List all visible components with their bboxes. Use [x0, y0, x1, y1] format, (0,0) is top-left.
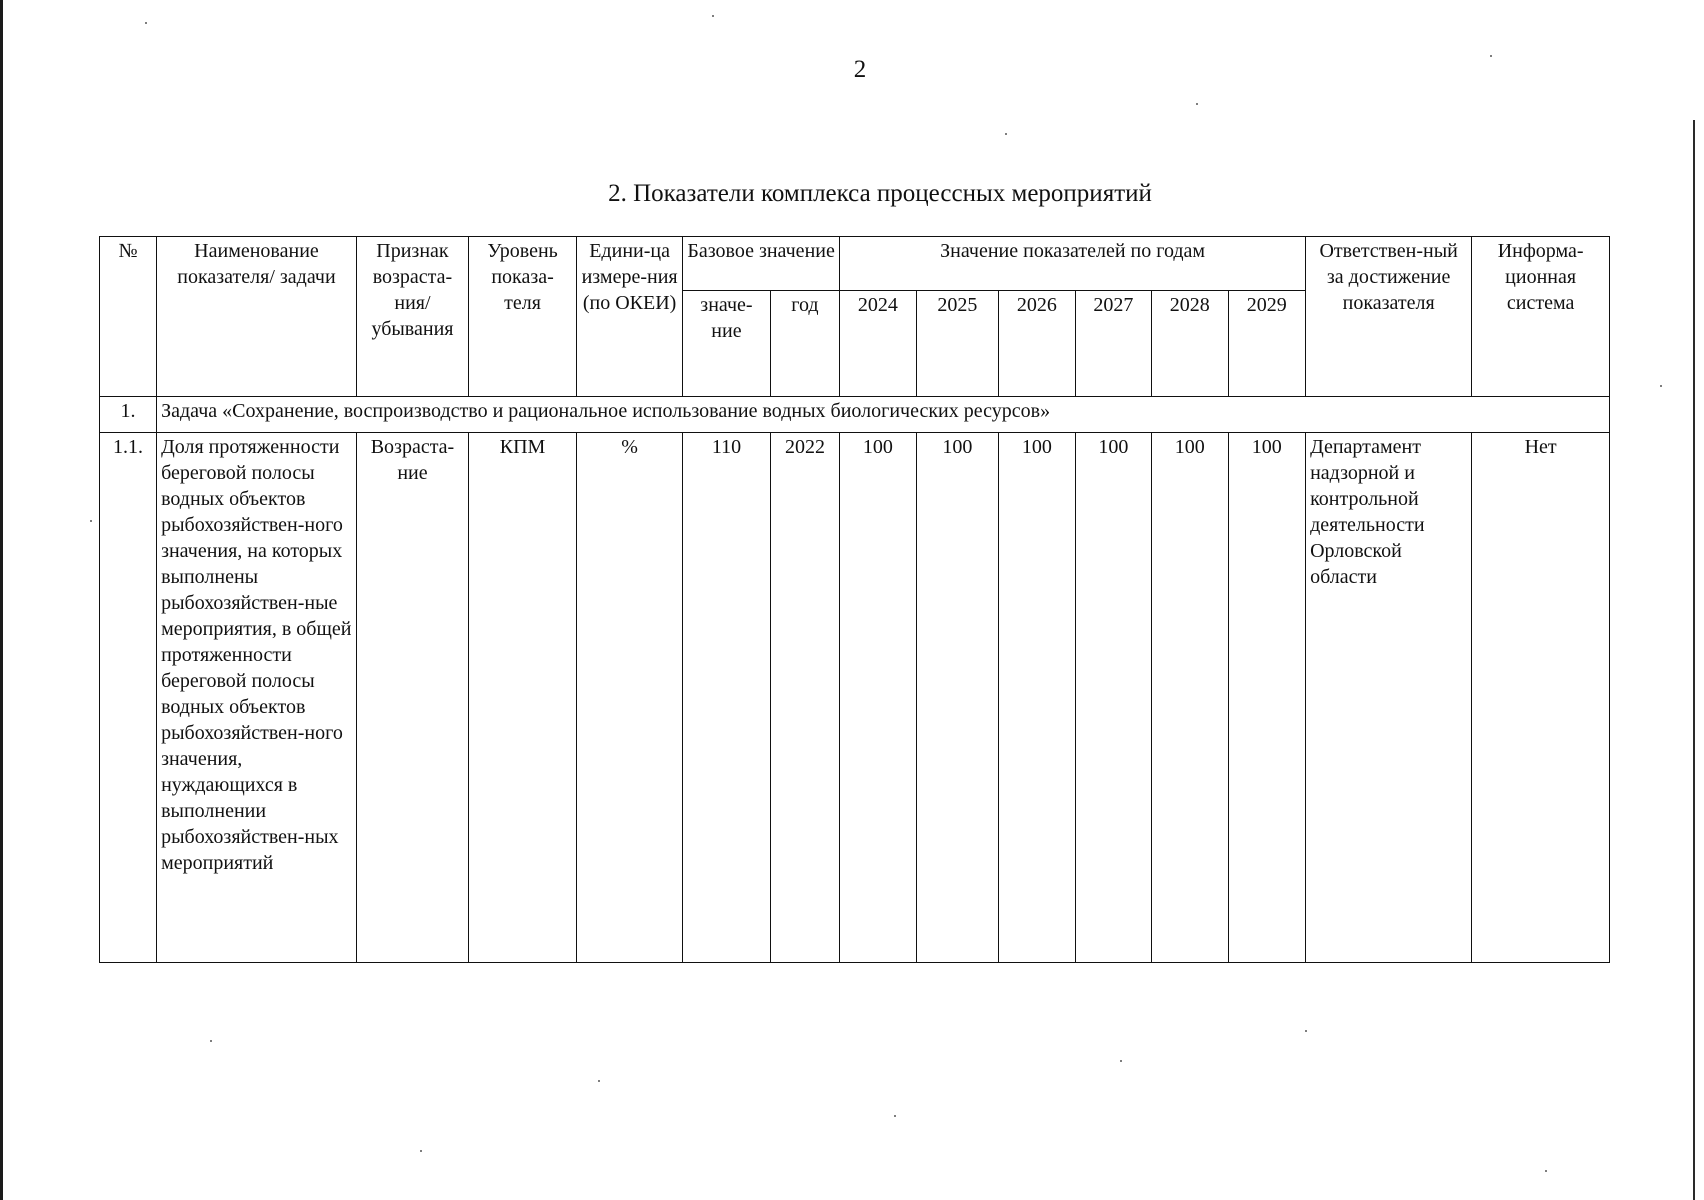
header-base: Базовое значение — [683, 237, 840, 291]
row-value-2028: 100 — [1152, 433, 1228, 963]
header-responsible: Ответствен-ный за достижение показателя — [1306, 237, 1472, 397]
header-base-value: значе-ние — [683, 291, 771, 397]
row-info-system: Нет — [1472, 433, 1610, 963]
row-value-2024: 100 — [840, 433, 916, 963]
scan-speck — [210, 1040, 212, 1042]
row-responsible: Департамент надзорной и контрольной деятельности Орловской области — [1306, 433, 1472, 963]
scan-speck — [1196, 103, 1198, 105]
row-indicator-name: Доля протяженности береговой полосы водных объектов рыбохозяйствен-ного значения, на которых выполнены рыбохозяйствен-ные мероприятия, в общей протяженности береговой полосы водных объектов рыбохозяйствен-ного значения, нуждающихся в выполнении рыбохозяйствен-ных мероприятий — [157, 433, 357, 963]
table-row — [100, 433, 1610, 963]
scan-speck — [420, 1150, 422, 1152]
scan-edge-right — [1693, 120, 1695, 1200]
scan-speck — [1660, 385, 1662, 387]
header-trend: Признак возраста-ния/ убывания — [356, 237, 468, 397]
scan-speck — [894, 1115, 896, 1117]
header-year-2024: 2024 — [840, 291, 916, 397]
header-name: Наименование показателя/ задачи — [157, 237, 357, 397]
task-text: Задача «Сохранение, воспроизводство и рациональное использование водных биологических ресурсов» — [157, 397, 1610, 433]
row-num: 1.1. — [100, 433, 157, 963]
scan-speck — [145, 22, 147, 24]
row-base-value: 110 — [683, 433, 771, 963]
indicators-table — [99, 236, 1610, 963]
header-info-system: Информа-ционная система — [1472, 237, 1610, 397]
task-row — [100, 397, 1610, 433]
scan-speck — [712, 15, 714, 17]
row-value-2027: 100 — [1075, 433, 1151, 963]
header-year-2028: 2028 — [1152, 291, 1228, 397]
row-trend: Возраста-ние — [356, 433, 468, 963]
row-level: КПМ — [469, 433, 577, 963]
row-value-2025: 100 — [916, 433, 999, 963]
row-unit: % — [577, 433, 683, 963]
header-year-2026: 2026 — [999, 291, 1075, 397]
scan-speck — [90, 520, 92, 522]
row-value-2026: 100 — [999, 433, 1075, 963]
page-number: 2 — [853, 56, 867, 83]
scan-speck — [1120, 1060, 1122, 1062]
header-base-year: год — [770, 291, 839, 397]
scan-speck — [598, 1080, 600, 1082]
header-level: Уровень показа-теля — [469, 237, 577, 397]
header-year-2027: 2027 — [1075, 291, 1151, 397]
header-num: № — [100, 237, 157, 397]
task-num: 1. — [100, 397, 157, 433]
scan-speck — [1305, 1030, 1307, 1032]
scan-speck — [1490, 55, 1492, 57]
header-unit: Едини-ца измере-ния (по ОКЕИ) — [577, 237, 683, 397]
page-title: 2. Показатели комплекса процессных мероприятий — [608, 180, 1152, 207]
row-base-year: 2022 — [770, 433, 839, 963]
scan-speck — [1005, 133, 1007, 135]
header-year-2025: 2025 — [916, 291, 999, 397]
scan-speck — [1545, 1170, 1547, 1172]
header-year-2029: 2029 — [1228, 291, 1306, 397]
header-row-1 — [100, 237, 1610, 291]
row-value-2029: 100 — [1228, 433, 1306, 963]
header-years-group: Значение показателей по годам — [840, 237, 1306, 291]
